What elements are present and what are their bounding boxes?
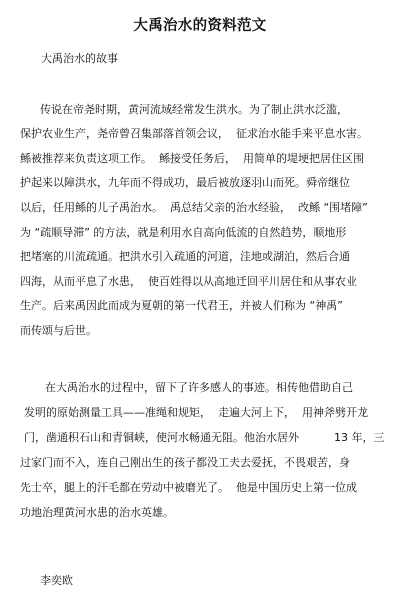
paragraph-line: 保护农业生产，尧帝曾召集部落首领会议， 征求治水能手来平息水害。 xyxy=(20,127,368,140)
paragraph-line: 功地治理黄河水患的治水英雄。 xyxy=(20,506,174,519)
paragraph-line: 而传颂与后世。 xyxy=(20,324,97,337)
paragraph-line: 生产。后来禹因此而成为夏朝的第一代君王，并被人们称为 “神禹” xyxy=(20,299,343,312)
paragraph-line: 传说在帝尧时期，黄河流域经常发生洪水。为了制止洪水泛滥， xyxy=(40,103,348,116)
paragraph-line: 过家门而不入，连自己刚出生的孩子都没工夫去爱抚，不畏艰苦，身 xyxy=(20,456,350,469)
paragraph-line: 护起来以障洪水，九年而不得成功，最后被放逐羽山而死。舜帝继位 xyxy=(20,176,350,189)
author-name: 李奕欧 xyxy=(40,574,73,587)
document-title: 大禹治水的资料范文 xyxy=(133,18,267,34)
document-subtitle: 大禹治水的故事 xyxy=(41,52,118,65)
paragraph-line: 四海，从而平息了水患， 使百姓得以从高地迁回平川居住和从事农业 xyxy=(20,275,357,288)
paragraph-line: 为 “疏顺导滞” 的方法，就是利用水自高向低流的自然趋势，顺地形 xyxy=(20,226,347,239)
paragraph-line: 鲧被推荐来负责这项工作。 鲧接受任务后， 用简单的堤埂把居住区围 xyxy=(20,152,364,165)
paragraph-line: 把堵塞的川流疏通。把洪水引入疏通的河道，洼地或湖泊，然后合通 xyxy=(20,250,350,263)
paragraph-line: 发明的原始测量工具——准绳和规矩， 走遍大河上下， 用神斧劈开龙 xyxy=(24,406,368,419)
paragraph-line: 门，凿通积石山和青铜峡，使河水畅通无阻。他治水居外 13 年，三 xyxy=(24,431,385,444)
paragraph-line: 以后，任用鲧的儿子禹治水。 禹总结父亲的治水经验， 改鲧 “围堵障” xyxy=(20,201,368,214)
paragraph-line: 先士卒，腿上的汗毛都在劳动中被磨光了。 他是中国历史上第一位成 xyxy=(20,481,357,494)
paragraph-line: 在大禹治水的过程中，留下了许多感人的事迹。相传他借助自己 xyxy=(45,381,353,394)
